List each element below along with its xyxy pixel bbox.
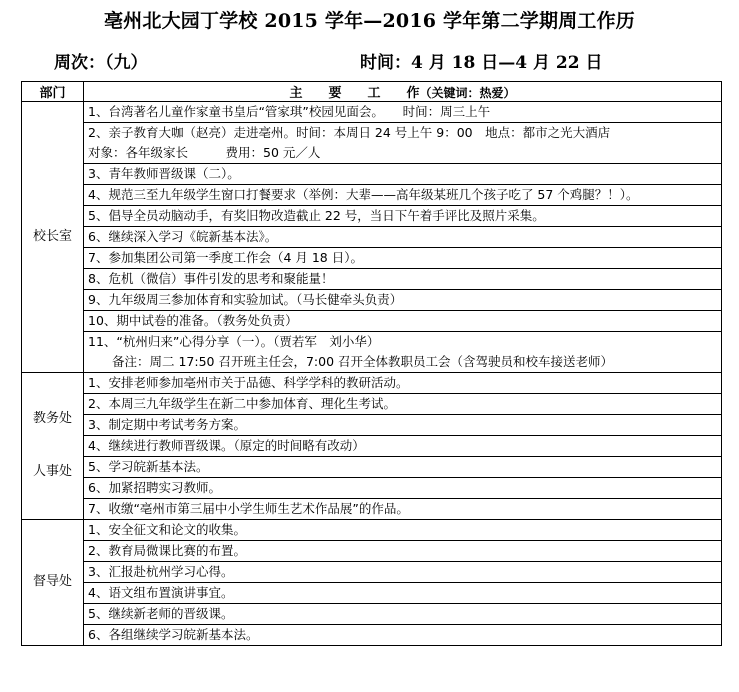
work-item-text: 3、青年教师晋级课（二）。	[88, 166, 240, 181]
table-row	[22, 394, 722, 415]
table-row	[22, 311, 722, 332]
work-item-cell	[84, 415, 722, 436]
department-name: 校长室	[32, 228, 72, 244]
work-item-cell	[84, 562, 722, 583]
work-item-cell	[84, 290, 722, 311]
table-row	[22, 625, 722, 646]
work-item-text: 8、危机（微信）事件引发的思考和聚能量！	[88, 271, 334, 286]
week-label: 周次：（九）	[54, 53, 148, 73]
department-name: 督导处	[32, 574, 72, 590]
work-item-text: 3、汇报赴杭州学习心得。	[88, 564, 234, 579]
table-row	[22, 499, 722, 520]
work-item-text: 7、收缴“亳州市第三届中小学生师生艺术作品展”的作品。	[88, 501, 409, 516]
work-item-cell	[84, 394, 722, 415]
table-row	[22, 373, 722, 394]
work-item-cell	[84, 373, 722, 394]
table-row	[22, 185, 722, 206]
department-cell	[22, 373, 84, 520]
table-row	[22, 206, 722, 227]
table-row	[22, 269, 722, 290]
header-row	[22, 82, 722, 102]
work-item-cell	[84, 583, 722, 604]
department-cell	[22, 102, 84, 373]
work-item-text: 5、学习皖新基本法。	[88, 459, 209, 474]
work-item-text: 2、亲子教育大咖（赵亮）走进亳州。时间：本周日 24 号上午 9：00 地点：都市之光大酒店	[88, 125, 611, 140]
table-row	[22, 290, 722, 311]
work-item-text: 5、继续新老师的晋级课。	[88, 606, 234, 621]
work-item-text: 2、本周三九年级学生在新二中参加体育、理化生考试。	[88, 396, 396, 411]
work-item-text: 6、各组继续学习皖新基本法。	[88, 627, 259, 642]
keywords-label: （关键词：热爱）	[419, 86, 516, 100]
table-row	[22, 248, 722, 269]
table-row	[22, 562, 722, 583]
work-item-text: 9、九年级周三参加体育和实验加试。（马长健牵头负责）	[88, 292, 403, 307]
work-item-cell	[84, 478, 722, 499]
table-row	[22, 541, 722, 562]
table-row	[22, 436, 722, 457]
work-item-cell	[84, 164, 722, 185]
work-item-cell	[84, 269, 722, 290]
work-item-text: 6、继续深入学习《皖新基本法》。	[88, 229, 278, 244]
work-item-text: 5、倡导全员动脑动手，有奖旧物改造截止 22 号，当日下午着手评比及照片采集。	[88, 208, 545, 223]
work-item-cell	[84, 227, 722, 248]
table-row	[22, 583, 722, 604]
table-row	[22, 332, 722, 373]
table-row	[22, 164, 722, 185]
department-cell	[22, 520, 84, 646]
table-row	[22, 604, 722, 625]
time-label: 时间：4 月 18 日—4 月 22 日	[360, 53, 603, 73]
work-item-text: 4、规范三至九年级学生窗口打餐要求（举例：大辈——高年级某班几个孩子吃了 57 个鸡腿？！）。	[88, 187, 639, 202]
work-calendar-table	[21, 81, 722, 646]
department-name: 教务处	[32, 411, 72, 427]
work-header	[84, 82, 722, 102]
work-item-text: 6、加紧招聘实习教师。	[88, 480, 221, 495]
work-item-text: 4、继续进行教师晋级课。（原定的时间略有改动）	[88, 438, 365, 453]
work-item-text: 1、台湾著名儿童作家童书皇后“管家琪”校园见面会。 时间：周三上午	[88, 104, 491, 119]
work-item-cell	[84, 499, 722, 520]
work-item-cell	[84, 604, 722, 625]
work-item-text: 7、参加集团公司第一季度工作会（4 月 18 日）。	[88, 250, 363, 265]
work-item-text: 11、“杭州归来”心得分享（一）。（贾若军 刘小华）	[88, 334, 380, 349]
table-row	[22, 415, 722, 436]
page-title: 亳州北大园丁学校 2015 学年—2016 学年第二学期周工作历	[103, 10, 635, 32]
work-item-cell	[84, 457, 722, 478]
department-name: 人事处	[32, 464, 72, 479]
table-row	[22, 227, 722, 248]
table-row	[22, 123, 722, 164]
work-item-text: 4、语文组布置演讲事宜。	[88, 585, 234, 600]
work-item-cell	[84, 102, 722, 123]
table-row	[22, 102, 722, 123]
table-row	[22, 457, 722, 478]
work-item-note: 备注：周二 17:50 召开班主任会，7:00 召开全体教职员工会（含驾驶员和校车接送老师）	[112, 354, 614, 369]
work-item-text: 3、制定期中考试考务方案。	[88, 417, 246, 432]
table-row	[22, 478, 722, 499]
table-body	[22, 102, 722, 646]
work-item-cell	[84, 206, 722, 227]
work-item-cell	[84, 436, 722, 457]
work-item-cell	[84, 541, 722, 562]
work-item-cell	[84, 185, 722, 206]
table-row	[22, 520, 722, 541]
work-item-note: 对象：各年级家长 费用：50 元／人	[88, 145, 321, 160]
work-item-cell	[84, 311, 722, 332]
work-item-text: 1、安全征文和论文的收集。	[88, 522, 246, 537]
work-item-cell	[84, 332, 722, 373]
work-item-cell	[84, 123, 722, 164]
work-item-cell	[84, 248, 722, 269]
dept-header: 部门	[22, 82, 84, 102]
work-item-text: 10、期中试卷的准备。（教务处负责）	[88, 313, 298, 328]
work-item-text: 2、教育局微课比赛的布置。	[88, 543, 246, 558]
work-header-label: 主 要 工 作	[289, 86, 420, 101]
work-item-cell	[84, 625, 722, 646]
work-item-cell	[84, 520, 722, 541]
work-item-text: 1、安排老师参加亳州市关于品德、科学学科的教研活动。	[88, 375, 409, 390]
